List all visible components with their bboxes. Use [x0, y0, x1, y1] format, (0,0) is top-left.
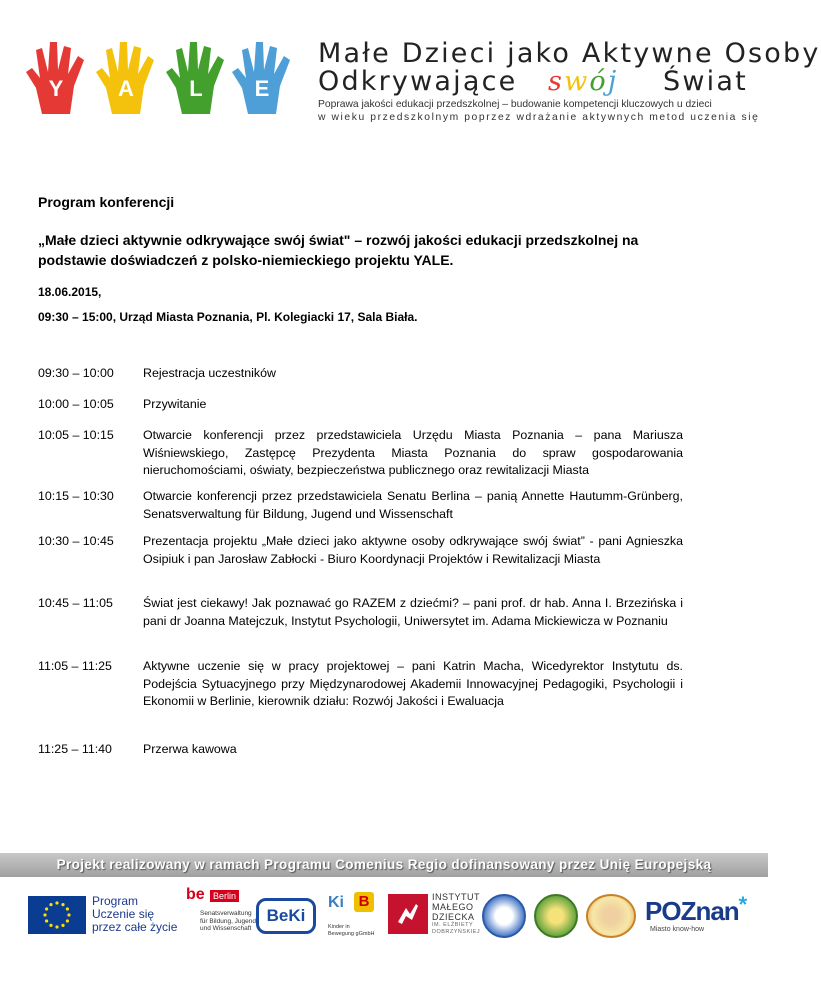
agenda-time: 10:45 – 11:05: [38, 596, 113, 610]
kindergarten-logo-3-icon: [586, 894, 636, 938]
poznan-wordmark: POZnan: [645, 896, 739, 926]
hand-red-icon: [24, 38, 88, 116]
hand-blue-icon: [230, 38, 294, 116]
kindergarten-logo-1-icon: [482, 894, 526, 938]
agenda-description: Otwarcie konferencji przez przedstawiciela Senatu Berlina – panią Annette Hautumm-Grünberg, Senatsverwaltung für Bildung, Jugend und Wissenschaft: [143, 489, 683, 521]
swoj-letter: j: [607, 66, 619, 97]
header: [0, 0, 821, 130]
agenda-description: Rejestracja uczestników: [143, 366, 276, 380]
eu-program-line: Program: [92, 894, 139, 908]
berlin-senate-line: und Wissenschaft: [200, 925, 252, 932]
eu-flag-icon: [28, 896, 86, 934]
kita-mark: Ki: [328, 894, 344, 911]
imd-line: DZIECKA: [432, 912, 475, 922]
swoj-letter: s: [548, 66, 565, 97]
yale-hands-logo: [24, 38, 294, 116]
project-subtitle-line1: Poprawa jakości edukacji przedszkolnej – budowanie kompetencji kluczowych u dzieci: [318, 99, 712, 110]
partner-logos: [0, 882, 768, 952]
instytut-malego-dziecka-icon: [388, 894, 428, 934]
poznan-tagline: Miasto know-how: [650, 926, 705, 933]
conference-venue: 09:30 – 15:00, Urząd Miasta Poznania, Pl. Kolegiacki 17, Sala Biała.: [38, 310, 418, 324]
conference-date: 18.06.2015,: [38, 285, 102, 299]
poznan-star-icon: *: [738, 892, 747, 917]
kita-b-mark: B: [354, 892, 374, 912]
agenda-description: Przerwa kawowa: [143, 742, 237, 756]
berlin-label: Berlin: [210, 890, 239, 902]
hand-green-icon: [164, 38, 228, 116]
berlin-senate-line: Senatsverwaltung: [200, 910, 252, 917]
title-word-swiat: Świat: [663, 66, 748, 97]
hand-yellow-icon: [94, 38, 158, 116]
eu-program-label: [92, 895, 177, 934]
agenda-time: 10:05 – 10:15: [38, 428, 114, 442]
project-title-line1: Małe Dzieci jako Aktywne Osoby: [318, 38, 821, 69]
agenda-time: 11:25 – 11:40: [38, 742, 112, 756]
eu-program-line: Uczenie się: [92, 907, 155, 921]
kita-name: [328, 924, 374, 937]
kita-name-line: Bewegung gGmbH: [328, 930, 375, 937]
title-word-swoj: [548, 66, 618, 97]
imd-line: INSTYTUT: [432, 892, 480, 902]
imd-small-line: DOBRZYŃSKIEJ: [432, 929, 481, 935]
agenda-description: Świat jest ciekawy! Jak poznawać go RAZEM z dziećmi? – pani prof. dr hab. Anna I. Brzezińska i pani dr Joanna Matejczuk, Instytut Psychologii, Uniwersytet im. Adama Mickiewicza w Poznaniu: [143, 596, 683, 628]
imd-line: MAŁEGO: [432, 902, 474, 912]
eu-program-line: przez całe życie: [92, 920, 178, 934]
agenda-time: 10:30 – 10:45: [38, 534, 114, 548]
berlin-be-mark: be: [186, 886, 205, 903]
agenda-description: Przywitanie: [143, 397, 207, 411]
conference-title: „Małe dzieci aktywnie odkrywające swój świat" – rozwój jakości edukacji przedszkolnej na podstawie doświadczeń z polsko-niemieckiego projektu YALE.: [38, 232, 639, 268]
berlin-senate-text: [200, 910, 256, 933]
hand-letter: E: [254, 76, 270, 101]
agenda-time: 10:00 – 10:05: [38, 397, 114, 411]
program-title: Program konferencji: [38, 194, 175, 210]
kita-name-line: Kinder in: [328, 924, 350, 930]
agenda-time: 11:05 – 11:25: [38, 659, 112, 673]
agenda-time: 10:15 – 10:30: [38, 489, 114, 503]
title-word-odkrywajace: Odkrywające: [318, 66, 518, 97]
swoj-letter: w: [564, 66, 590, 97]
agenda-description: Prezentacja projektu „Małe dzieci jako aktywne osoby odkrywające swój świat” - pani Agnieszka Osipiuk i pan Jarosław Zabłocki - Biuro Koordynacji Projektów i Rewitalizacji Miasta: [143, 534, 683, 566]
berlin-senate-line: für Bildung, Jugend: [200, 917, 257, 925]
kinder-in-bewegung-logo: [326, 890, 378, 944]
imd-small-line: IM. ELŻBIETY: [432, 922, 474, 928]
beki-logo: BeKi: [256, 898, 316, 934]
agenda-time: 09:30 – 10:00: [38, 366, 114, 380]
agenda-description: Otwarcie konferencji przez przedstawiciela Urzędu Miasta Poznania – pana Mariusza Wiśniewskiego, Zastępcę Prezydenta Miasta Poznania do spraw gospodarowania nieruchomościami, oświaty, bezpieczeństwa publicznego oraz rewitalizacji Miasta: [143, 428, 683, 477]
swoj-letter: ó: [589, 66, 608, 97]
kindergarten-logo-2-icon: [534, 894, 578, 938]
agenda-description: Aktywne uczenie się w pracy projektowej – pani Katrin Macha, Wicedyrektor Instytutu ds. Podejścia Sytuacyjnego przy Międzynarodowej Akademii Innowacyjnej Pedagogiki, Psychologii i Ekonomii w Berlinie, kierownik działu: Rozwój Jakości i Ewaluacja: [143, 659, 683, 708]
poznan-logo: [645, 892, 747, 927]
berlin-senate-logo: [180, 886, 260, 944]
hand-letter: A: [118, 76, 134, 101]
hand-letter: Y: [48, 76, 64, 101]
project-subtitle-line2: w wieku przedszkolnym poprzez wdrażanie aktywnych metod uczenia się: [318, 112, 760, 123]
eu-stars-icon: [28, 896, 86, 934]
hand-letter: L: [189, 76, 203, 101]
funding-banner: Projekt realizowany w ramach Programu Comenius Regio dofinansowany przez Unię Europejską: [0, 853, 768, 877]
instytut-malego-dziecka-label: [432, 892, 480, 936]
